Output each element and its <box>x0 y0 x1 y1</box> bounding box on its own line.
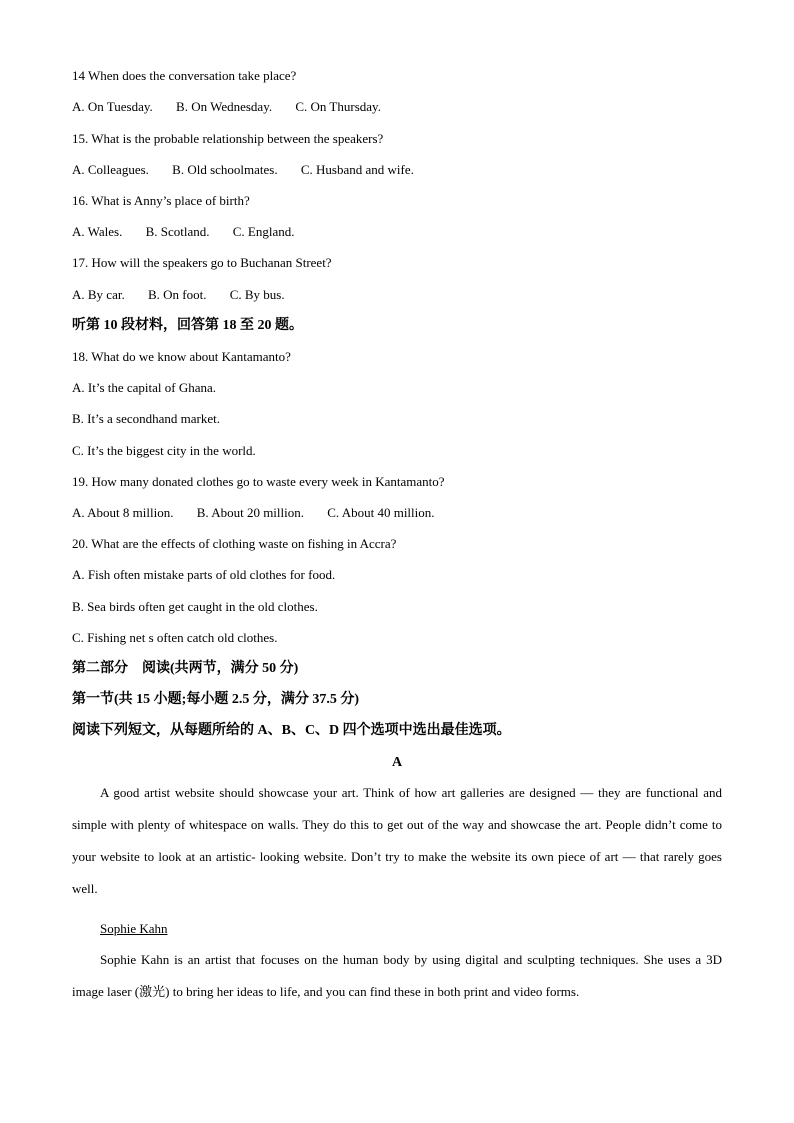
passage-subheading: Sophie Kahn <box>100 921 168 936</box>
question-20-option-b: B. Sea birds often get caught in the old clothes. <box>72 599 318 614</box>
question-19: 19. How many donated clothes go to waste every week in Kantamanto? <box>72 474 445 489</box>
question-18: 18. What do we know about Kantamanto? <box>72 349 291 364</box>
section1-title: 第一节(共 15 小题;每小题 2.5 分，满分 37.5 分) <box>72 692 359 707</box>
question-20-option-c: C. Fishing net s often catch old clothes. <box>72 630 278 645</box>
option-b: B. On Wednesday. <box>176 99 273 114</box>
option-c: C. England. <box>232 224 295 239</box>
option-c: C. Husband and wife. <box>300 162 414 177</box>
question-20-option-a: A. Fish often mistake parts of old clothes for food. <box>72 567 336 582</box>
question-15: 15. What is the probable relationship between the speakers? <box>72 131 384 146</box>
option-a: A. On Tuesday. <box>72 99 153 114</box>
option-b: B. Scotland. <box>145 224 210 239</box>
question-17: 17. How will the speakers go to Buchanan Street? <box>72 255 332 270</box>
passage-paragraph-2: Sophie Kahn is an artist that focuses on the human body by using digital and sculpting techniques. She uses a 3D image laser (激光) to bring her ideas to life, and you can find these in both print and video forms. <box>72 952 722 999</box>
question-18-option-c: C. It’s the biggest city in the world. <box>72 443 256 458</box>
option-b: B. On foot. <box>147 287 207 302</box>
question-19-options <box>72 505 455 521</box>
question-14: 14 When does the conversation take place? <box>72 68 297 83</box>
option-a: A. Wales. <box>72 224 123 239</box>
option-a: A. By car. <box>72 287 125 302</box>
question-18-option-a: A. It’s the capital of Ghana. <box>72 380 217 395</box>
option-c: C. By bus. <box>229 287 285 302</box>
option-a: A. Colleagues. <box>72 162 149 177</box>
option-c: C. On Thursday. <box>295 99 381 114</box>
question-16: 16. What is Anny’s place of birth? <box>72 193 250 208</box>
listening-instruction: 听第 10 段材料，回答第 18 至 20 题。 <box>72 318 303 333</box>
option-c: C. About 40 million. <box>327 505 435 520</box>
reading-instruction: 阅读下列短文，从每题所给的 A、B、C、D 四个选项中选出最佳选项。 <box>72 723 511 738</box>
question-20: 20. What are the effects of clothing waste on fishing in Accra? <box>72 536 397 551</box>
question-17-options <box>72 287 305 303</box>
question-14-options <box>72 99 401 115</box>
passage-letter: A <box>391 755 403 770</box>
option-a: A. About 8 million. <box>72 505 174 520</box>
question-16-options <box>72 224 315 240</box>
option-b: B. Old schoolmates. <box>172 162 278 177</box>
part2-title: 第二部分 阅读(共两节，满分 50 分) <box>72 661 299 676</box>
passage-paragraph-1: A good artist website should showcase your art. Think of how art galleries are designed — they are functional and simple with plenty of whitespace on walls. They do this to get out of the way and showcase the art. People didn’t come to your website to look at an artistic- looking website. Don’t try to make the website its own piece of art — that rarely goes well. <box>72 785 722 896</box>
option-b: B. About 20 million. <box>196 505 304 520</box>
question-15-options <box>72 162 434 178</box>
question-18-option-b: B. It’s a secondhand market. <box>72 411 221 426</box>
